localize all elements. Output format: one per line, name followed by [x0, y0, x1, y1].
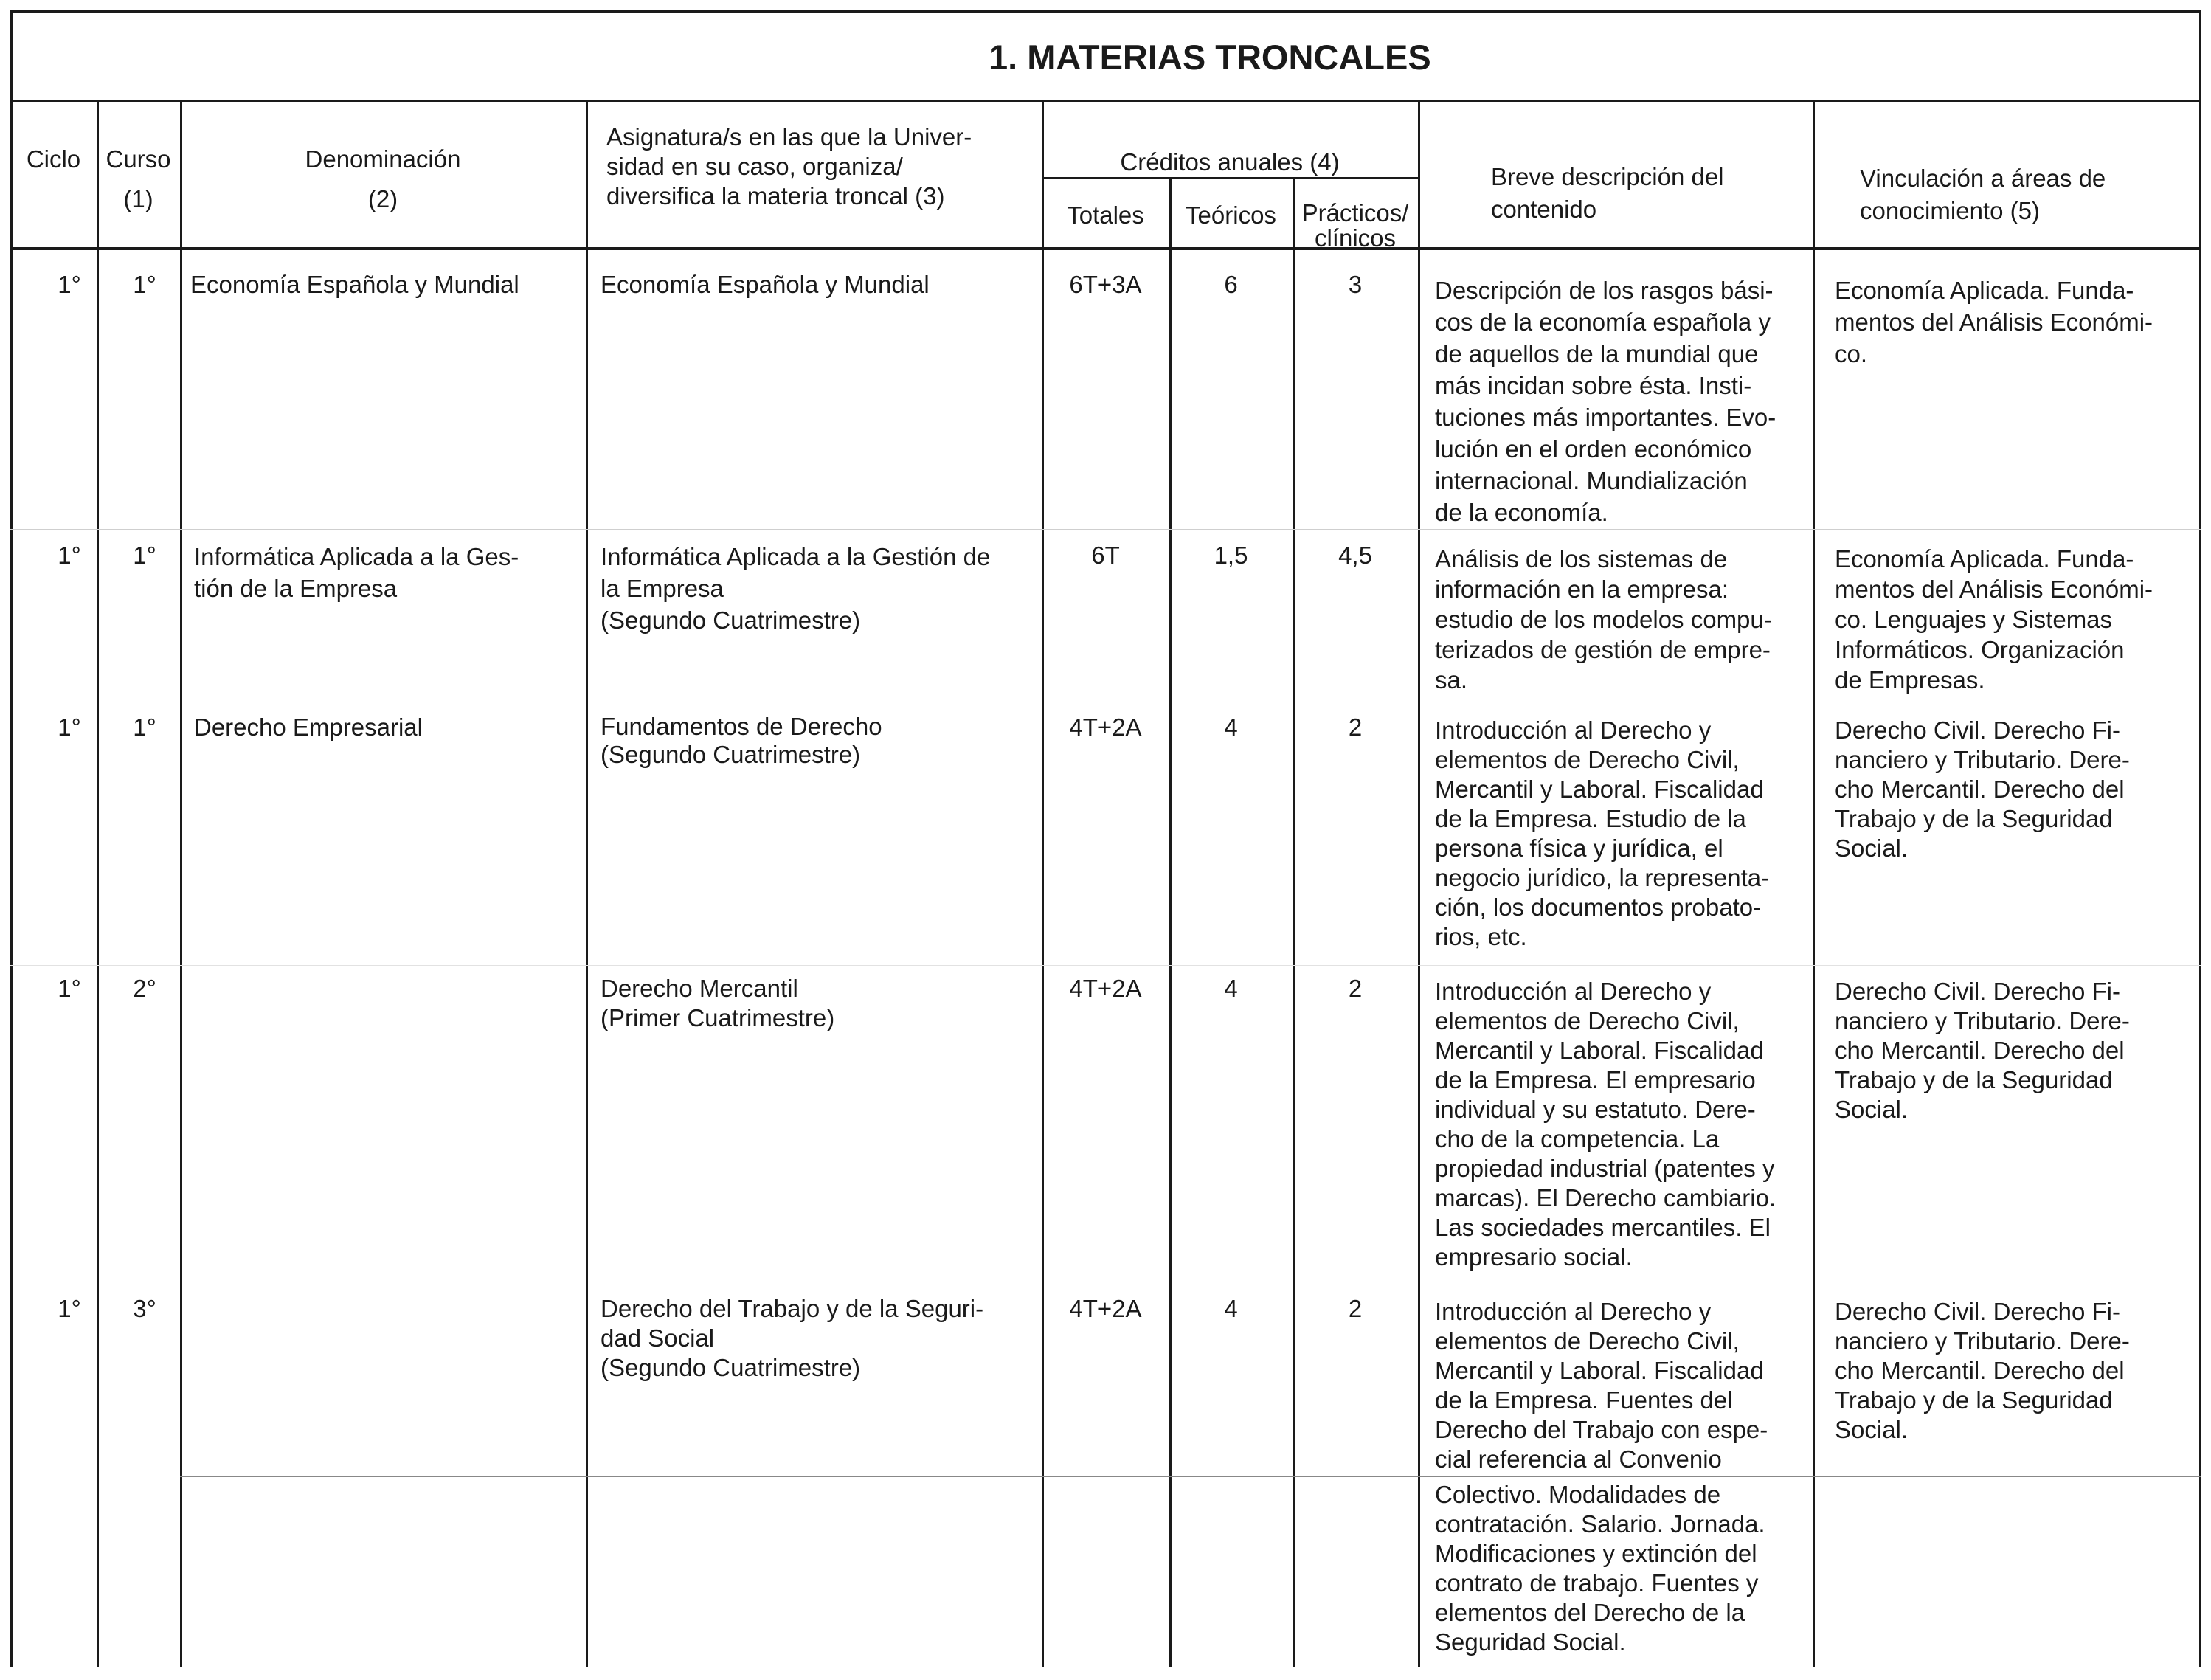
row2-denominacion: Informática Aplicada a la Ges- tión de la Empresa — [194, 543, 519, 602]
header-ciclo: Ciclo — [26, 145, 81, 173]
row5-practicos: 2 — [1348, 1295, 1363, 1322]
header-descripcion: Breve descripción del contenido — [1491, 163, 1724, 223]
row1-totales: 6T+3A — [1069, 271, 1142, 298]
col-sep-denominacion — [586, 100, 588, 1667]
row-sep-3 — [10, 965, 2201, 966]
row1-teoricos: 6 — [1224, 271, 1238, 298]
creditos-sub-rule — [1042, 177, 1418, 179]
row3-teoricos: 4 — [1224, 713, 1238, 741]
row2-ciclo: 1° — [58, 542, 81, 569]
row3-totales: 4T+2A — [1069, 713, 1142, 741]
row5-totales: 4T+2A — [1069, 1295, 1142, 1322]
frame-right-border — [2199, 10, 2201, 1667]
col-sep-teoricos — [1293, 177, 1295, 1667]
row3-practicos: 2 — [1348, 713, 1363, 741]
row3-vinculacion: Derecho Civil. Derecho Fi- nanciero y Tributario. Dere- cho Mercantil. Derecho del Trabajo y de la Seguridad Social. — [1835, 716, 2130, 862]
row1-asignatura: Economía Española y Mundial — [601, 271, 930, 298]
frame-top-border — [10, 10, 2201, 13]
header-bottom-rule — [10, 247, 2201, 250]
header-curso: Curso — [105, 145, 171, 173]
row-sep-5 — [180, 1476, 2201, 1477]
row3-asignatura: Fundamentos de Derecho (Segundo Cuatrimestre) — [601, 713, 882, 768]
row5-curso: 3° — [133, 1295, 156, 1322]
row1-curso: 1° — [133, 271, 156, 298]
row2-vinculacion: Economía Aplicada. Funda- mentos del Análisis Económi- co. Lenguajes y Sistemas Informáticos. Organización de Empresas. — [1835, 545, 2153, 694]
row4-curso: 2° — [133, 975, 156, 1002]
header-top-rule — [10, 100, 2201, 102]
row5-descripcion: Introducción al Derecho y elementos de Derecho Civil, Mercantil y Laboral. Fiscalidad de la Empresa. Fuentes del Derecho del Trabajo con espe- cial referencia al Convenio — [1435, 1298, 1768, 1473]
row5-asignatura: Derecho del Trabajo y de la Seguri- dad Social (Segundo Cuatrimestre) — [601, 1295, 984, 1381]
row3-ciclo: 1° — [58, 713, 81, 741]
header-asignatura: Asignatura/s en las que la Univer- sidad en su caso, organiza/ diversifica la materia troncal (3) — [606, 123, 972, 210]
row4-asignatura: Derecho Mercantil (Primer Cuatrimestre) — [601, 975, 835, 1031]
row5-ciclo: 1° — [58, 1295, 81, 1322]
row3-denominacion: Derecho Empresarial — [194, 713, 423, 741]
row2-descripcion: Análisis de los sistemas de información en la empresa: estudio de los modelos compu- terizados de gestión de empre- sa. — [1435, 545, 1772, 694]
col-sep-asignatura — [1042, 100, 1044, 1667]
header-practicos: Prácticos/ clínicos — [1301, 199, 1409, 252]
row1-denominacion: Economía Española y Mundial — [190, 271, 519, 298]
col-sep-practicos — [1418, 100, 1420, 1667]
row-sep-1 — [10, 529, 2201, 530]
row4-totales: 4T+2A — [1069, 975, 1142, 1002]
header-creditos: Créditos anuales (4) — [1120, 148, 1340, 176]
row4-vinculacion: Derecho Civil. Derecho Fi- nanciero y Tributario. Dere- cho Mercantil. Derecho del Trabajo y de la Seguridad Social. — [1835, 978, 2130, 1123]
row5-teoricos: 4 — [1224, 1295, 1238, 1322]
col-sep-descripcion — [1813, 100, 1815, 1667]
header-denominacion-note: (2) — [367, 185, 398, 212]
row2-totales: 6T — [1091, 542, 1120, 569]
row4-practicos: 2 — [1348, 975, 1363, 1002]
row5-vinculacion: Derecho Civil. Derecho Fi- nanciero y Tributario. Dere- cho Mercantil. Derecho del Trabajo y de la Seguridad Social. — [1835, 1298, 2130, 1443]
row4-descripcion: Introducción al Derecho y elementos de Derecho Civil, Mercantil y Laboral. Fiscalidad de la Empresa. El empresario individual y su estatuto. Dere- cho de la competencia. La propiedad industrial (patentes y marcas). El Derecho cambiario. Las sociedades mercantiles. El empresario social. — [1435, 978, 1776, 1271]
col-sep-ciclo — [97, 100, 99, 1667]
row1-practicos: 3 — [1348, 271, 1363, 298]
col-sep-totales — [1169, 177, 1172, 1667]
header-curso-note: (1) — [123, 185, 153, 212]
col-sep-curso — [180, 100, 182, 1667]
row6-descripcion: Colectivo. Modalidades de contratación. Salario. Jornada. Modificaciones y extinción del contrato de trabajo. Fuentes y elementos del Derecho de la Seguridad Social. — [1435, 1481, 1765, 1656]
row1-descripcion: Descripción de los rasgos bási- cos de la economía española y de aquellos de la mundial que más incidan sobre ésta. Insti- tuciones más importantes. Evo- lución en el orden económico internacional. Mundialización de la economía. — [1435, 277, 1776, 526]
row4-teoricos: 4 — [1224, 975, 1238, 1002]
row3-curso: 1° — [133, 713, 156, 741]
row4-ciclo: 1° — [58, 975, 81, 1002]
row2-curso: 1° — [133, 542, 156, 569]
row3-descripcion: Introducción al Derecho y elementos de Derecho Civil, Mercantil y Laboral. Fiscalidad de la Empresa. Estudio de la persona física y jurídica, el negocio jurídico, la representa- ción, los documentos probato- rios, etc. — [1435, 716, 1770, 950]
row2-practicos: 4,5 — [1338, 542, 1372, 569]
row1-vinculacion: Economía Aplicada. Funda- mentos del Análisis Económi- co. — [1835, 277, 2153, 367]
row2-asignatura: Informática Aplicada a la Gestión de la Empresa (Segundo Cuatrimestre) — [601, 543, 991, 634]
header-teoricos: Teóricos — [1186, 201, 1276, 229]
page-title: 1. MATERIAS TRONCALES — [989, 38, 1431, 77]
header-totales: Totales — [1067, 201, 1144, 229]
header-denominacion: Denominación — [305, 145, 461, 173]
header-vinculacion: Vinculación a áreas de conocimiento (5) — [1860, 165, 2106, 224]
row2-teoricos: 1,5 — [1214, 542, 1248, 569]
row1-ciclo: 1° — [58, 271, 81, 298]
frame-left-border — [10, 10, 13, 1667]
